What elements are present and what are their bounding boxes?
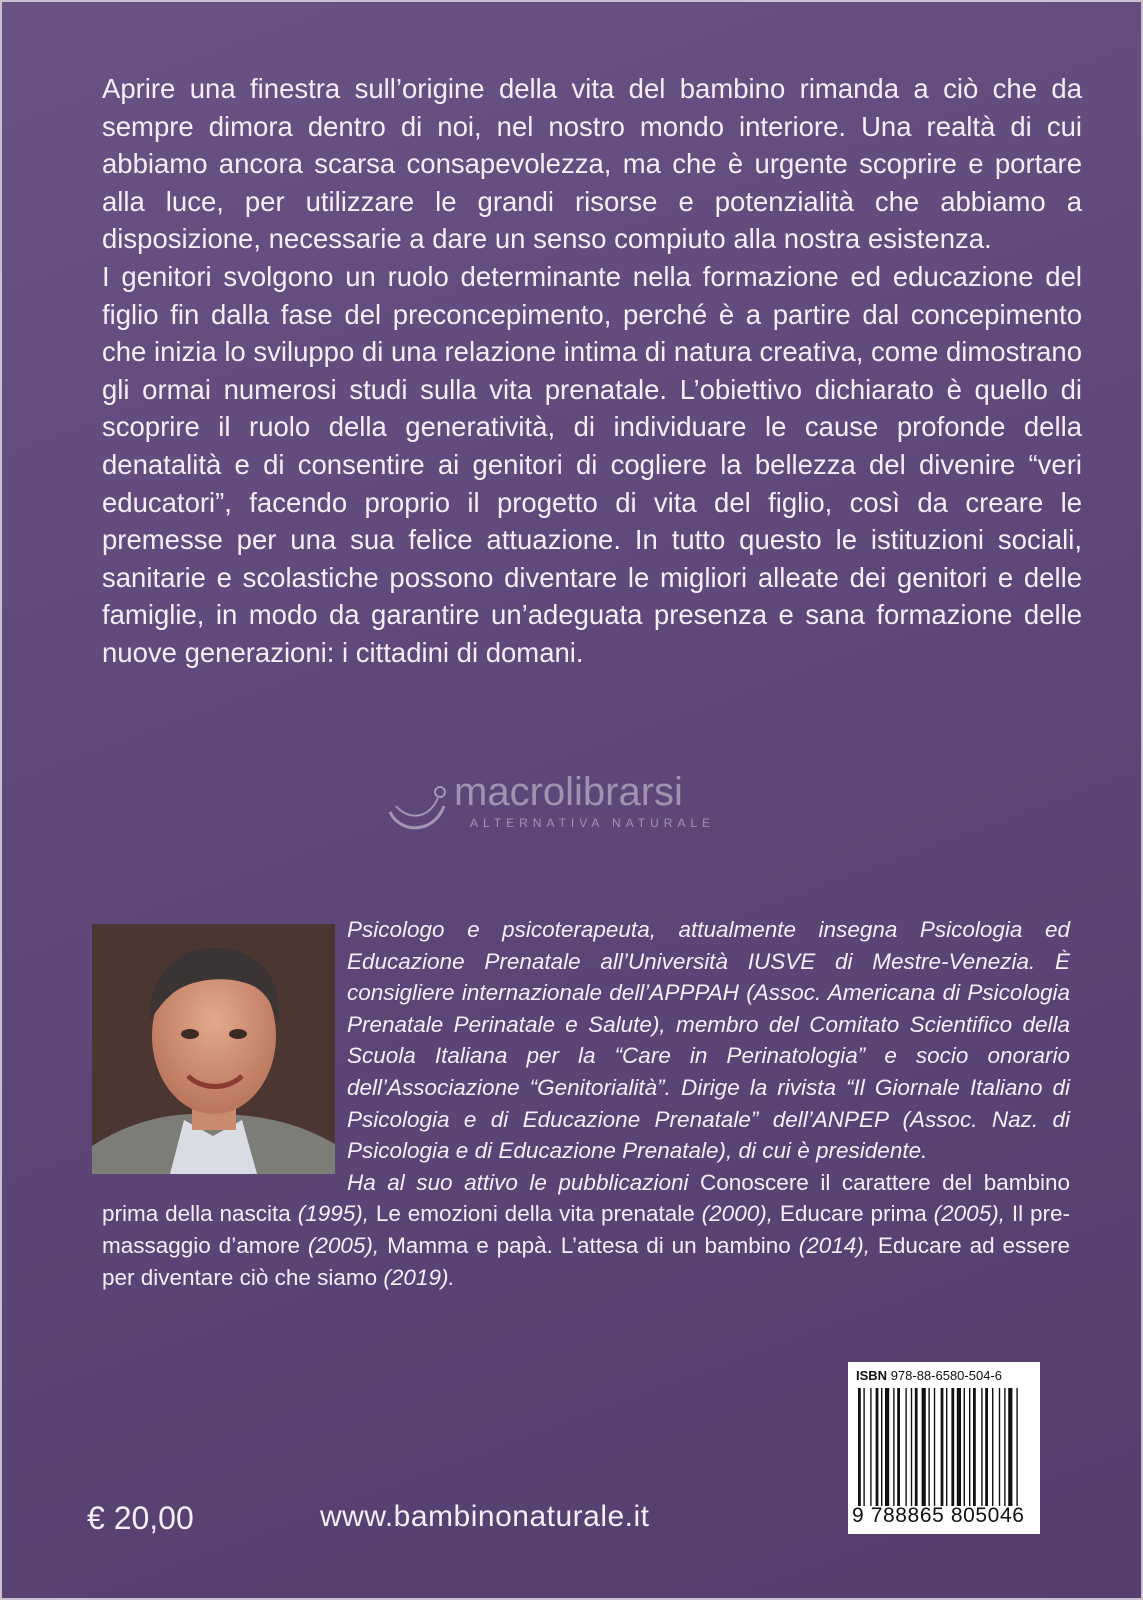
pub-year: (2019). <box>383 1264 455 1290</box>
publications-paragraph <box>102 1167 1070 1293</box>
bio-paragraph: Psicologo e psicoterapeuta, attualmente insegna Psicologia ed Educazione Prenatale all’Università IUSVE di Mestre-Venezia. È consigliere internazionale dell’APPPAH (Assoc. Americana di Psicologia Prenatale Perinatale e Salute), membro del Comitato Scientifico della Scuola Italiana per la “Care in Perinatologia” e socio onorario dell’Associazione “Genitorialità”. Dirige la rivista “Il Giornale Italiano di Psicologia e di Educazione Prenatale” dell’ANPEP (Assoc. Naz. di Psicologia e di Educazione Prenatale), di cui è presidente. <box>347 917 1070 1164</box>
photo-spacer <box>102 914 347 1179</box>
price: € 20,00 <box>87 1500 194 1536</box>
pub-year: (2014), <box>798 1232 870 1258</box>
pub-year: (2005), <box>307 1232 380 1258</box>
pub-title: Conoscere il carattere del bambino prima della nascita <box>102 1169 1070 1227</box>
blurb-paragraph-1: Aprire una finestra sull’origine della vita del bambino rimanda a ciò che da sempre dimora dentro di noi, nel nostro mondo interiore. Una realtà di cui abbiamo ancora scarsa consapevolezza, ma che è urgente scoprire e portare alla luce, per utilizzare le grandi risorse e potenzialità che abbiamo a disposizione, necessarie a dare un senso compiuto alla nostra esistenza. <box>102 73 1082 255</box>
blurb-paragraph-2: I genitori svolgono un ruolo determinante nella formazione ed educazione del figlio fin dalla fase del preconcepimento, perché è a partire dal concepimento che inizia lo sviluppo di una relazione intima di natura creativa, come dimostrano gli ormai numerosi studi sulla vita prenatale. L’obiettivo dichiarato è quello di scoprire il ruolo della generatività, di individuare le cause profonde della denatalità e di consentire ai genitori di cogliere la bellezza del divenire “veri educatori”, facendo proprio il progetto di vita del figlio, così da creare le premesse per una sua felice attuazione. In tutto questo le istituzioni sociali, sanitarie e scolastiche possono diventare le migliori alleate dei genitori e delle famiglie, in modo da garantire un’adeguata presenza e sana formazione delle nuove generazioni: i cittadini di domani. <box>102 260 1082 668</box>
blurb-text <box>102 70 1082 672</box>
pub-title: Educare prima <box>779 1201 927 1227</box>
pub-year: (2000), <box>701 1201 773 1227</box>
pub-year: (1995), <box>297 1201 369 1227</box>
pub-title: Educare ad essere per diventare ciò che siamo <box>102 1232 1071 1290</box>
isbn-label: ISBN <box>856 1368 888 1383</box>
publications-intro: Ha al suo attivo le pubblicazioni <box>347 1169 689 1195</box>
pub-year: (2005), <box>933 1201 1005 1227</box>
swirl-logo-icon <box>382 776 452 836</box>
isbn-number: 978-88-6580-504-6 <box>890 1368 1002 1383</box>
pub-title: Il pre-massaggio d’amore <box>102 1201 1070 1258</box>
pub-title: Mamma e papà. L’attesa di un bambino <box>387 1232 791 1258</box>
website-link[interactable]: www.bambinonaturale.it <box>320 1500 650 1533</box>
watermark <box>382 770 782 840</box>
watermark-tagline: ALTERNATIVA NATURALE <box>470 816 716 830</box>
watermark-name: macrolibrarsi <box>454 770 683 814</box>
isbn-barcode <box>848 1362 1040 1534</box>
barcode-digits: 9 788865 805046 <box>852 1504 1025 1527</box>
isbn-text <box>856 1368 1002 1383</box>
barcode-bars-icon <box>858 1388 1033 1506</box>
author-bio <box>102 914 1070 1293</box>
pub-title: Le emozioni della vita prenatale <box>375 1201 695 1227</box>
